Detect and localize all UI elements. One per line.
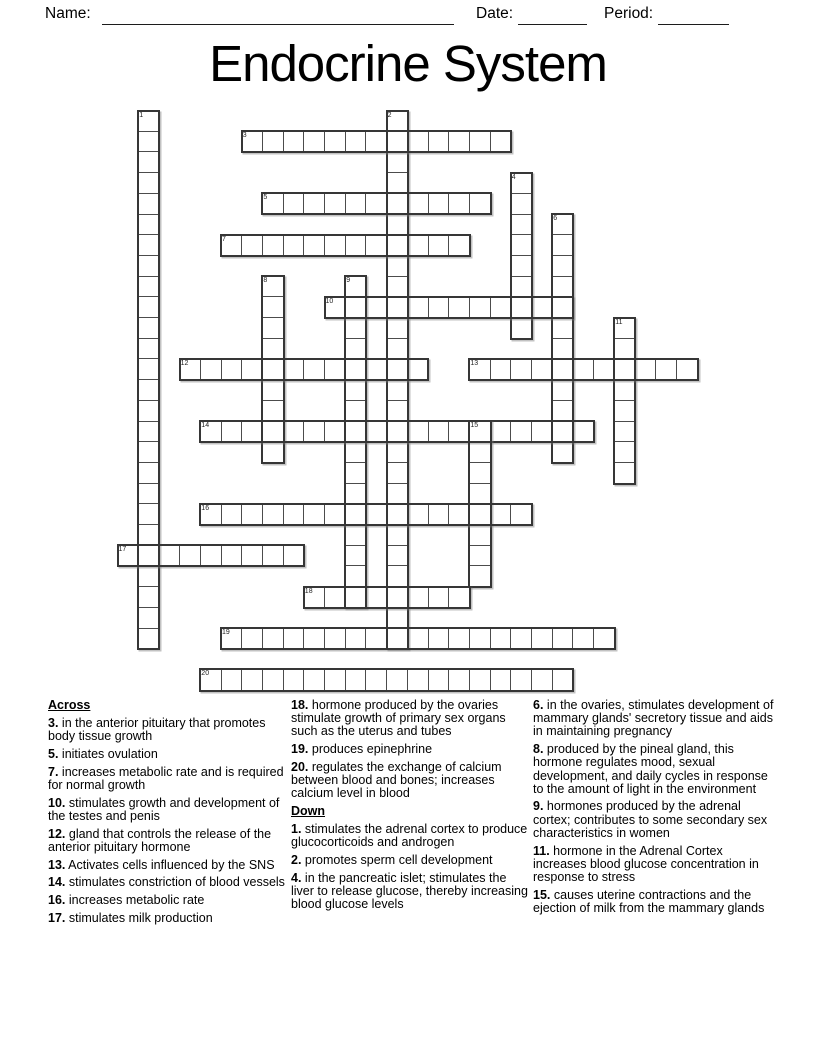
cell-number: 18: [304, 587, 313, 595]
crossword-cell: [407, 669, 429, 691]
crossword-cell: [386, 607, 408, 629]
crossword-cell: [345, 379, 367, 401]
crossword-cell: [138, 441, 160, 463]
crossword-cell: [283, 193, 305, 215]
crossword-cell: [283, 358, 305, 380]
crossword-cell: [469, 628, 491, 650]
page-title: Endocrine System: [209, 35, 607, 92]
crossword-cell: [365, 358, 387, 380]
cell-number: 7: [222, 235, 226, 243]
crossword-cell: [469, 193, 491, 215]
crossword-cell: [324, 586, 346, 608]
crossword-cell: [386, 358, 408, 380]
crossword-cell: [386, 296, 408, 318]
crossword-cell: [469, 483, 491, 505]
crossword-cell: [283, 628, 305, 650]
crossword-cell: [531, 296, 553, 318]
crossword-cell: [345, 483, 367, 505]
crossword-cell: [138, 151, 160, 173]
crossword-cell: [386, 421, 408, 443]
crossword-cell: [593, 358, 615, 380]
crossword-cell: [303, 421, 325, 443]
date-blank-line: [518, 5, 587, 25]
clues-heading-across: Across: [48, 698, 91, 712]
crossword-cell: [262, 400, 284, 422]
crossword-cell: [179, 545, 201, 567]
crossword-cell: [614, 462, 636, 484]
clue-9: 9. hormones produced by the adrenal cortex; contributes to some secondary sex characteristics in women: [533, 799, 768, 840]
crossword-cell: [386, 255, 408, 277]
crossword-cell: [428, 586, 450, 608]
crossword-cell: [262, 421, 284, 443]
crossword-cell: [386, 503, 408, 525]
crossword-cell: [262, 545, 284, 567]
cell-number: 8: [263, 277, 268, 285]
crossword-cell: [552, 234, 574, 256]
crossword-cell: [428, 296, 450, 318]
date-label: Date:: [476, 5, 514, 22]
crossword-cell: [138, 338, 160, 360]
crossword-cell: [241, 669, 263, 691]
crossword-cell: [262, 628, 284, 650]
crossword-cell: [283, 234, 305, 256]
crossword-cell: [572, 358, 594, 380]
crossword-cell: [552, 358, 574, 380]
crossword-cell: [262, 358, 284, 380]
crossword-cell: [345, 317, 367, 339]
crossword-cell: [386, 545, 408, 567]
crossword-cell: [510, 358, 532, 380]
crossword-cell: [221, 669, 243, 691]
crossword-cell: [138, 421, 160, 443]
crossword-cell: [386, 483, 408, 505]
clue-14: 14. stimulates constriction of blood vessels: [48, 875, 285, 890]
cell-number: 3: [242, 132, 247, 140]
crossword-cell: [303, 193, 325, 215]
crossword-cell: [572, 628, 594, 650]
crossword-cell: [510, 628, 532, 650]
clue-19: 19. produces epinephrine: [291, 742, 433, 757]
crossword-cell: [345, 338, 367, 360]
crossword-cell: [262, 503, 284, 525]
crossword-cell: [552, 379, 574, 401]
crossword-cell: [345, 234, 367, 256]
crossword-cell: [531, 628, 553, 650]
crossword-cell: [138, 193, 160, 215]
crossword-cell: [262, 317, 284, 339]
crossword-cell: [490, 421, 512, 443]
crossword-cell: [365, 669, 387, 691]
crossword-cell: [221, 421, 243, 443]
crossword-cell: [469, 565, 491, 587]
crossword-cell: [614, 338, 636, 360]
crossword-cell: [386, 565, 408, 587]
crossword-cell: [262, 338, 284, 360]
crossword-cell: [345, 131, 367, 153]
crossword-cell: [283, 545, 305, 567]
crossword-cell: [303, 628, 325, 650]
cell-number: 20: [201, 670, 210, 678]
crossword-cell: [386, 441, 408, 463]
crossword-cell: [448, 669, 470, 691]
crossword-cell: [345, 669, 367, 691]
crossword-cell: [241, 503, 263, 525]
crossword-cell: [138, 483, 160, 505]
crossword-cell: [345, 400, 367, 422]
crossword-cell: [365, 503, 387, 525]
cell-number: 10: [325, 297, 334, 305]
crossword-cell: [635, 358, 657, 380]
crossword-cell: [407, 296, 429, 318]
crossword-cell: [241, 234, 263, 256]
crossword-cell: [365, 296, 387, 318]
crossword-cell: [200, 545, 222, 567]
clue-6: 6. in the ovaries, stimulates development of mammary glands' secretory tissue and aids in maintaining pregnancy: [533, 698, 774, 739]
crossword-cell: [365, 131, 387, 153]
crossword-cell: [448, 421, 470, 443]
cell-number: 12: [180, 359, 189, 367]
crossword-cell: [469, 503, 491, 525]
crossword-cell: [262, 296, 284, 318]
crossword-cell: [241, 545, 263, 567]
crossword-cell: [345, 545, 367, 567]
crossword-cell: [138, 400, 160, 422]
crossword-cell: [138, 607, 160, 629]
crossword-cell: [221, 545, 243, 567]
crossword-cell: [386, 172, 408, 194]
clue-17: 17. stimulates milk production: [48, 910, 213, 925]
crossword-cell: [324, 131, 346, 153]
crossword-cell: [138, 503, 160, 525]
crossword-cell: [448, 503, 470, 525]
crossword-cell: [345, 628, 367, 650]
clue-13: 13. Activates cells influenced by the SNS: [48, 857, 275, 872]
crossword-cell: [469, 669, 491, 691]
crossword-cell: [386, 628, 408, 650]
crossword-cell: [531, 669, 553, 691]
clue-column-right: [533, 699, 779, 920]
crossword-cell: [655, 358, 677, 380]
crossword-cell: [469, 545, 491, 567]
crossword-cell: [324, 503, 346, 525]
crossword-cell: [593, 628, 615, 650]
crossword-cell: [345, 586, 367, 608]
crossword-cell: [386, 379, 408, 401]
cell-number: 14: [201, 422, 210, 429]
crossword-cell: [138, 545, 160, 567]
crossword-cell: [428, 421, 450, 443]
crossword-cell: [510, 255, 532, 277]
crossword-cell: [386, 524, 408, 546]
crossword-cell: [469, 296, 491, 318]
crossword-cell: [262, 379, 284, 401]
crossword-cell: [303, 503, 325, 525]
crossword-cell: [345, 421, 367, 443]
crossword-grid: [117, 110, 699, 692]
name-label: Name:: [45, 5, 91, 22]
cell-number: 5: [263, 194, 268, 202]
crossword-cell: [510, 503, 532, 525]
crossword-cell: [386, 338, 408, 360]
crossword-cell: [283, 503, 305, 525]
crossword-cell: [428, 131, 450, 153]
crossword-cell: [303, 358, 325, 380]
crossword-cell: [386, 276, 408, 298]
crossword-cell: [490, 358, 512, 380]
crossword-cell: [283, 669, 305, 691]
crossword-cell: [345, 358, 367, 380]
crossword-cell: [221, 358, 243, 380]
crossword-cell: [138, 172, 160, 194]
cell-number: 16: [201, 504, 210, 512]
crossword-cell: [448, 586, 470, 608]
crossword-cell: [262, 234, 284, 256]
crossword-cell: [469, 524, 491, 546]
crossword-cell: [324, 358, 346, 380]
crossword-cell: [510, 276, 532, 298]
crossword-cell: [428, 669, 450, 691]
crossword-cell: [386, 214, 408, 236]
crossword-cell: [407, 234, 429, 256]
crossword-cell: [138, 358, 160, 380]
crossword-cell: [572, 421, 594, 443]
crossword-cell: [510, 214, 532, 236]
crossword-cell: [614, 379, 636, 401]
crossword-cell: [614, 400, 636, 422]
crossword-cell: [510, 421, 532, 443]
crossword-cell: [386, 317, 408, 339]
crossword-cell: [345, 565, 367, 587]
crossword-cell: [510, 317, 532, 339]
crossword-cell: [138, 317, 160, 339]
crossword-cell: [490, 669, 512, 691]
crossword-cell: [221, 503, 243, 525]
clue-11: 11. hormone in the Adrenal Cortex increases blood glucose concentration in response to stress: [533, 843, 759, 884]
crossword-cell: [552, 441, 574, 463]
crossword-cell: [552, 669, 574, 691]
crossword-cell: [345, 296, 367, 318]
crossword-cell: [138, 296, 160, 318]
crossword-cell: [138, 586, 160, 608]
clue-15: 15. causes uterine contractions and the ejection of milk from the mammary glands: [533, 887, 765, 915]
crossword-cell: [345, 193, 367, 215]
crossword-cell: [138, 524, 160, 546]
worksheet-header: [0, 3, 816, 29]
period-label: Period:: [604, 5, 654, 22]
crossword-cell: [552, 400, 574, 422]
crossword-cell: [510, 296, 532, 318]
crossword-cell: [552, 628, 574, 650]
crossword-cell: [138, 255, 160, 277]
clue-4: 4. in the pancreatic islet; stimulates the liver to release glucose, thereby increasing blood glucose levels: [291, 870, 528, 912]
cell-number: 6: [553, 215, 558, 222]
crossword-cell: [324, 628, 346, 650]
crossword-cell: [614, 421, 636, 443]
crossword-cell: [345, 503, 367, 525]
crossword-cell: [345, 524, 367, 546]
crossword-cell: [138, 628, 160, 650]
crossword-cell: [386, 131, 408, 153]
crossword-cell: [490, 628, 512, 650]
crossword-cell: [386, 462, 408, 484]
cell-number: 11: [615, 318, 623, 326]
crossword-cell: [490, 131, 512, 153]
crossword-cell: [469, 131, 491, 153]
crossword-cell: [552, 296, 574, 318]
crossword-cell: [407, 358, 429, 380]
crossword-cell: [448, 131, 470, 153]
crossword-cell: [552, 255, 574, 277]
crossword-cell: [262, 669, 284, 691]
crossword-cell: [428, 628, 450, 650]
cell-number: 2: [387, 111, 392, 119]
clue-16: 16. increases metabolic rate: [48, 892, 205, 907]
clue-3: 3. in the anterior pituitary that promotes body tissue growth: [48, 716, 266, 744]
crossword-cell: [386, 234, 408, 256]
crossword-cell: [158, 545, 180, 567]
crossword-cell: [407, 193, 429, 215]
crossword-cell: [531, 421, 553, 443]
crossword-cell: [241, 628, 263, 650]
crossword-cell: [303, 669, 325, 691]
crossword-cell: [138, 214, 160, 236]
crossword-cell: [407, 628, 429, 650]
crossword-cell: [469, 441, 491, 463]
crossword-cell: [510, 193, 532, 215]
clue-column-middle: [291, 699, 531, 916]
name-blank-line: [102, 5, 454, 25]
crossword-cell: [552, 317, 574, 339]
crossword-cell: [303, 131, 325, 153]
crossword-cell: [324, 193, 346, 215]
crossword-cell: [448, 628, 470, 650]
crossword-cell: [138, 234, 160, 256]
crossword-cell: [407, 131, 429, 153]
crossword-cell: [510, 234, 532, 256]
crossword-cell: [200, 358, 222, 380]
crossword-cell: [407, 503, 429, 525]
clue-20: 20. regulates the exchange of calcium between blood and bones; increases calcium level in blood: [291, 759, 502, 801]
period-blank-line: [658, 5, 729, 25]
crossword-cell: [365, 586, 387, 608]
crossword-cell: [283, 421, 305, 443]
crossword-cell: [386, 669, 408, 691]
crossword-cell: [428, 193, 450, 215]
crossword-cell: [386, 586, 408, 608]
clue-7: 7. increases metabolic rate and is required for normal growth: [48, 764, 284, 793]
crossword-cell: [552, 276, 574, 298]
clue-2: 2. promotes sperm cell development: [291, 853, 493, 868]
crossword-cell: [469, 462, 491, 484]
crossword-cell: [365, 421, 387, 443]
crossword-cell: [448, 296, 470, 318]
crossword-cell: [262, 131, 284, 153]
crossword-cell: [490, 503, 512, 525]
crossword-cell: [138, 379, 160, 401]
crossword-cell: [531, 358, 553, 380]
clue-18: 18. hormone produced by the ovaries stimulate growth of primary sex organs such as the uterus and tubes: [291, 698, 506, 739]
crossword-cell: [345, 462, 367, 484]
crossword-cell: [138, 462, 160, 484]
clue-12: 12. gland that controls the release of the anterior pituitary hormone: [48, 826, 272, 854]
cell-number: 19: [222, 629, 230, 636]
crossword-cell: [138, 276, 160, 298]
crossword-cell: [324, 421, 346, 443]
clue-5: 5. initiates ovulation: [48, 747, 158, 762]
crossword-cell: [448, 234, 470, 256]
cell-number: 1: [139, 111, 144, 119]
crossword-cell: [448, 193, 470, 215]
crossword-cell: [365, 234, 387, 256]
clue-column-across: [48, 699, 288, 929]
clue-1: 1. stimulates the adrenal cortex to produce glucocorticoids and androgen: [291, 822, 528, 850]
crossword-cell: [552, 338, 574, 360]
crossword-cell: [324, 234, 346, 256]
crossword-cell: [407, 586, 429, 608]
crossword-cell: [490, 296, 512, 318]
crossword-cell: [676, 358, 698, 380]
crossword-cell: [614, 358, 636, 380]
crossword-cell: [345, 441, 367, 463]
cell-number: 17: [118, 546, 127, 554]
cell-number: 13: [470, 359, 479, 367]
crossword-cell: [138, 131, 160, 153]
crossword-cell: [262, 441, 284, 463]
crossword-cell: [428, 503, 450, 525]
cell-number: 4: [511, 173, 516, 181]
clue-10: 10. stimulates growth and development of the testes and penis: [48, 795, 280, 823]
crossword-cell: [241, 421, 263, 443]
crossword-cell: [407, 421, 429, 443]
crossword-cell: [386, 151, 408, 173]
crossword-cell: [365, 193, 387, 215]
crossword-cell: [510, 669, 532, 691]
crossword-cell: [365, 628, 387, 650]
cell-number: 15: [470, 422, 479, 429]
crossword-cell: [303, 234, 325, 256]
crossword-cell: [283, 131, 305, 153]
cell-number: 9: [346, 277, 351, 285]
crossword-cell: [138, 565, 160, 587]
crossword-cell: [386, 193, 408, 215]
crossword-cell: [386, 400, 408, 422]
clues-heading-down: Down: [291, 803, 326, 818]
crossword-cell: [324, 669, 346, 691]
crossword-cell: [241, 358, 263, 380]
crossword-cell: [552, 421, 574, 443]
crossword-cell: [428, 234, 450, 256]
crossword-cell: [614, 441, 636, 463]
clue-8: 8. produced by the pineal gland, this hormone regulates mood, sexual development, and daily cycles in response to the amount of light in the environment: [533, 742, 768, 796]
